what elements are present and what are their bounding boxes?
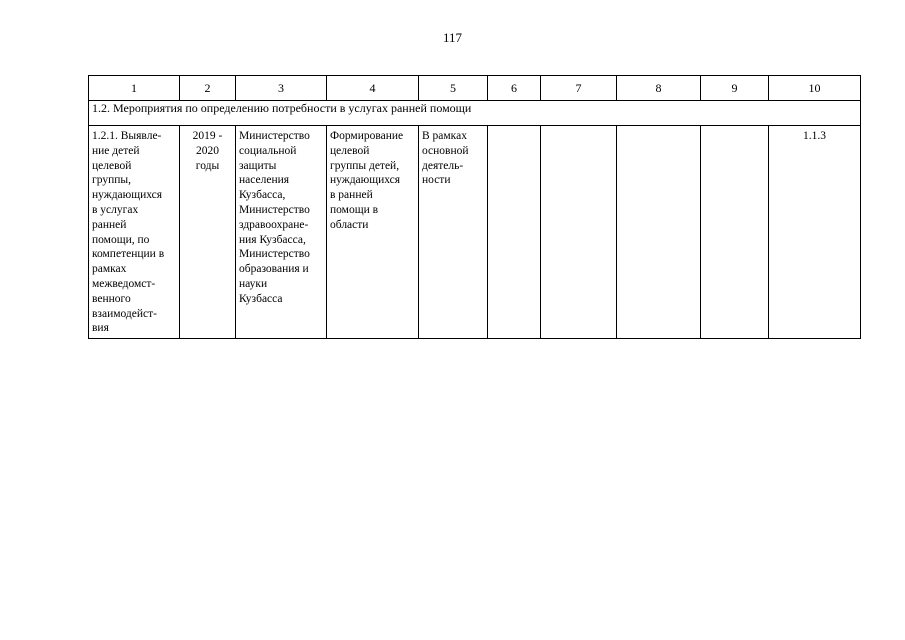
column-header-8: 8	[617, 76, 701, 101]
column-header-1: 1	[89, 76, 180, 101]
table-row	[89, 126, 861, 339]
cell-col8	[617, 126, 701, 339]
column-header-4: 4	[327, 76, 419, 101]
section-title: 1.2. Мероприятия по определению потребности в услугах ранней помощи	[89, 101, 861, 126]
cell-indicator-ref: 1.1.3	[769, 126, 861, 339]
column-header-9: 9	[701, 76, 769, 101]
column-header-7: 7	[541, 76, 617, 101]
cell-col7	[541, 126, 617, 339]
column-header-10: 10	[769, 76, 861, 101]
cell-col6	[488, 126, 541, 339]
cell-col9	[701, 126, 769, 339]
cell-result: Формирование целевой группы детей, нуждающихся в ранней помощи в области	[327, 126, 419, 339]
column-header-3: 3	[236, 76, 327, 101]
section-row	[89, 101, 861, 126]
column-header-5: 5	[419, 76, 488, 101]
page-number: 117	[442, 30, 463, 45]
column-header-2: 2	[180, 76, 236, 101]
measures-table	[88, 75, 861, 339]
cell-funding: В рамках основной деятель- ности	[419, 126, 488, 339]
column-header-6: 6	[488, 76, 541, 101]
cell-period: 2019 - 2020 годы	[180, 126, 236, 339]
cell-responsible: Министерство социальной защиты населения Кузбасса, Министерство здравоохране- ния Кузбасса, Министерство образования и науки Кузбасса	[236, 126, 327, 339]
cell-measure-name: 1.2.1. Выявле- ние детей целевой группы, нуждающихся в услугах ранней помощи, по компетенции в рамках межведомст- венного взаимодейст- вия	[89, 126, 180, 339]
header-row	[89, 76, 861, 101]
